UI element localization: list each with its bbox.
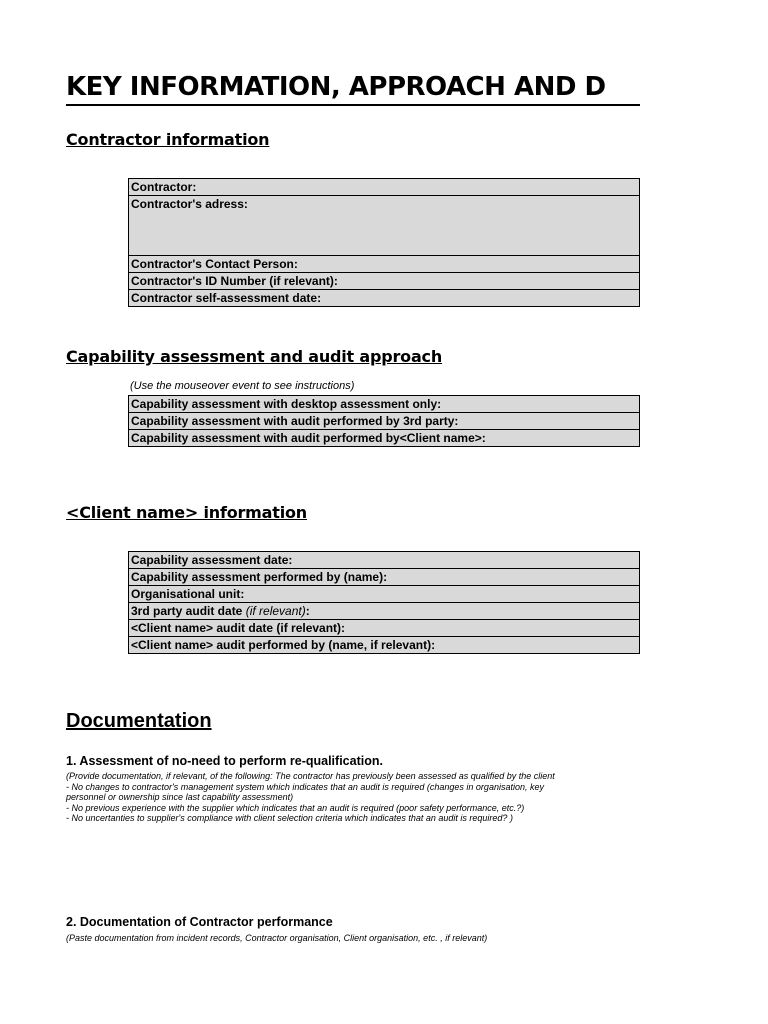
- assessment-performed-by-row[interactable]: Capability assessment performed by (name):: [129, 569, 640, 586]
- contractor-info-table: [128, 178, 640, 307]
- item1-line: personnel or ownership since last capability assessment): [66, 792, 294, 802]
- item1-line: - No changes to contractor's management system which indicates that an audit is required (changes in organisation, key: [66, 781, 544, 792]
- item2-title: 2. Documentation of Contractor performance: [66, 915, 333, 929]
- capability-table: [128, 395, 640, 447]
- page-title: KEY INFORMATION, APPROACH AND D: [66, 70, 640, 106]
- item1-line: - No uncertanties to supplier's compliance with client selection criteria which indicates that an audit is required? ): [66, 813, 513, 823]
- assessment-date-row[interactable]: Capability assessment date:: [129, 552, 640, 569]
- contractor-id-row[interactable]: Contractor's ID Number (if relevant):: [129, 273, 640, 290]
- capability-section-heading: Capability assessment and audit approach: [66, 347, 443, 366]
- client-audit-row[interactable]: Capability assessment with audit performed by<Client name>:: [129, 430, 640, 447]
- mouseover-note: (Use the mouseover event to see instructions): [130, 380, 355, 392]
- client-audit-date-row[interactable]: <Client name> audit date (if relevant):: [129, 620, 640, 637]
- contractor-contact-row[interactable]: Contractor's Contact Person:: [129, 256, 640, 273]
- if-relevant-note: (if relevant): [245, 604, 306, 618]
- item1-title: 1. Assessment of no-need to perform re-qualification.: [66, 754, 383, 768]
- contractor-self-assessment-row[interactable]: Contractor self-assessment date:: [129, 290, 640, 307]
- documentation-heading: Documentation: [66, 710, 212, 732]
- desktop-assessment-row[interactable]: Capability assessment with desktop assessment only:: [129, 396, 640, 413]
- third-party-audit-date-label: 3rd party audit date: [131, 604, 246, 618]
- contractor-row[interactable]: Contractor:: [129, 179, 640, 196]
- colon: :: [305, 604, 310, 618]
- third-party-audit-date-row[interactable]: [129, 603, 640, 620]
- client-audit-performed-by-row[interactable]: <Client name> audit performed by (name, if relevant):: [129, 637, 640, 654]
- third-party-audit-row[interactable]: Capability assessment with audit performed by 3rd party:: [129, 413, 640, 430]
- item2-description: (Paste documentation from incident records, Contractor organisation, Client organisation, etc. , if relevant): [66, 933, 488, 943]
- item1-line: - No previous experience with the supplier which indicates that an audit is required (poor safety performance, etc.?): [66, 802, 525, 813]
- item1-line: (Provide documentation, if relevant, of the following: The contractor has previously been assessed as qualified by the client: [66, 771, 555, 781]
- contractor-section-heading: Contractor information: [66, 130, 270, 149]
- client-section-heading: <Client name> information: [66, 503, 307, 522]
- contractor-address-row[interactable]: Contractor's adress:: [129, 196, 640, 256]
- item1-description: [66, 771, 555, 824]
- client-info-table: [128, 551, 640, 654]
- organisational-unit-row[interactable]: Organisational unit:: [129, 586, 640, 603]
